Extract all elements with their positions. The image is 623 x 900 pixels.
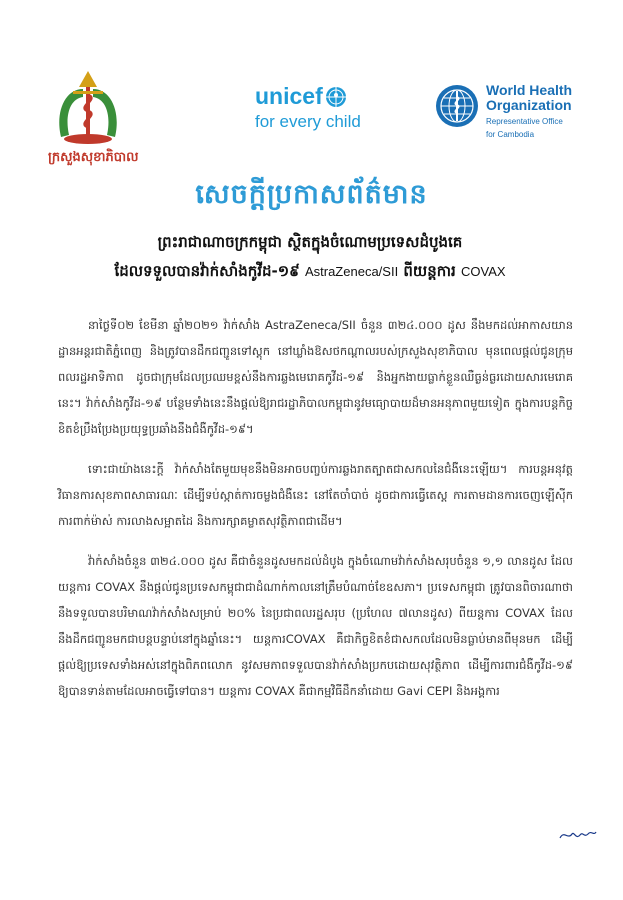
subtitle-line-2-part-c: ពីយន្តការ [398, 262, 461, 280]
subtitle-covax: COVAX [461, 264, 506, 279]
who-emblem-icon [434, 83, 480, 129]
subtitle-line-2-part-a: ដែលទទួលបានវ៉ាក់សាំងកូវីដ-១៩ [114, 262, 305, 280]
body-text [58, 312, 573, 718]
moh-logo [48, 67, 139, 168]
unicef-globe-icon [325, 86, 347, 108]
subtitle-line-2 [60, 262, 560, 284]
who-sub-line1: Representative Office [486, 117, 563, 126]
signature [558, 826, 598, 847]
document-title: សេចក្ដីប្រកាសព័ត៌មាន [195, 179, 428, 210]
moh-emblem-icon [53, 67, 123, 147]
header-logos [0, 55, 623, 175]
paragraph-2: ទោះជាយ៉ាងនេះក្តី វ៉ាក់សាំងតែមួយមុខនឹងមិនអាចបញ្ចប់ការឆ្លងរាតត្បាតជាសកលនៃជំងឺនេះឡើយ។ ការបន្តអនុវត្តវិធានការសុខភាពសាធារណៈ ដើម្បីទប់ស្កាត់ការចម្លងជំងឺនេះ នៅតែចាំបាច់ ដូចជាការធ្វើតេស្ត ការតាមដានការចេញឡើស៊ីក ការពាក់ម៉ាស់ ការលាងសម្អាតដៃ និងការក្សាគម្លាតសុវត្ថិភាពជាដើម។ [58, 462, 573, 528]
paragraph-3: វ៉ាក់សាំងចំនួន ៣២៤.០០០ ដូស គឺជាចំនួនដូសមកដល់ដំបូង ក្នុងចំណោមវ៉ាក់សាំងសរុបចំនួន ១,១ លានដូស ដែលយន្តការ COVAX នឹងផ្តល់ជូនប្រទេសកម្ពុជាជាដំណាក់កាលនៅត្រឹមបំណាច់ខែឧសភា។ ប្រទេសកម្ពុជា ត្រូវបានពិចារណាថានឹងទទួលបានបរិមាណវ៉ាក់សាំងសម្រាប់ ២០% នៃប្រជាពលរដ្ឋសរុប (ប្រហែល ៧លានដូស) ពីយន្តការ COVAX ដែលនឹងដឹកជញ្ជូនមកជាបន្តបន្ទាប់នៅក្នុងឆ្នាំនេះ។ យន្តការCOVAX គឺជាកិច្ចខិតខំជាសកលដែលមិនធ្លាប់មានពីមុនមក ដើម្បីផ្តល់ឱ្យប្រទេសទាំងអស់នៅក្នុងពិភពលោក នូវសមភាពទទួលបានវ៉ាក់សាំងប្រកបដោយសុវត្ថិភាព ដើម្បីការពារជំងឺកូវីដ-១៩ ឱ្យបានទាន់តាមដែលអាចធ្វើទៅបាន។ យន្តការ COVAX គឺជាកម្មវិធីដឹកនាំដោយ Gavi CEPI និងអង្គការ [58, 554, 573, 698]
handwritten-signature-icon [558, 826, 598, 844]
who-logo [434, 83, 572, 139]
subtitle-vaccine-name: AstraZeneca/SII [304, 264, 399, 279]
unicef-tagline: for every child [255, 112, 361, 131]
who-sub-line2: for Cambodia [486, 130, 535, 139]
paragraph-1: នាថ្ងៃទី០២ ខែមីនា ឆ្នាំ២០២១ វ៉ាក់សាំង AstraZeneca/SII ចំនួន ៣២៤.០០០ ដូស នឹងមកដល់អាកាសយានដ្ឋានអន្តរជាតិភ្នំពេញ និងត្រូវបានដឹកជញ្ជូនទៅស្តុក នៅឃ្លាំងឱសថកណ្តាលរបស់ក្រសួងសុខាភិបាល មុនពេលផ្តល់ជូនក្រុមពលរដ្ឋអាទិភាព ដូចជាក្រុមដែលប្រឈមខ្ពស់នឹងការឆ្លងមេរោគកូវីដ-១៩ និងអ្នកងាយធ្លាក់ខ្លួនឈឺធ្ងន់ធ្ងរដោយសារមេរោគនេះ។ វ៉ាក់សាំងកូវីដ-១៩ បន្ថែមទាំងនេះនឹងផ្តល់ឱ្យរាជរដ្ឋាភិបាលកម្ពុជានូវមធ្យោបាយដ៏មានអនុភាពមួយទៀត ក្នុងការបន្តកិច្ចខិតខំប្រឹងប្រែងប្រយុទ្ធប្រឆាំងនឹងជំងឺកូវីដ-១៩។ [58, 318, 573, 436]
unicef-name: unicef [255, 83, 323, 109]
who-name-line2: Organization [486, 97, 572, 113]
moh-name: ក្រសួងសុខាភិបាល [48, 150, 139, 165]
unicef-logo [255, 83, 361, 132]
subtitle-line-1: ព្រះរាជាណាចក្រកម្ពុជា ស្ថិតក្នុងចំណោមប្រទេសដំបូងគេ [157, 233, 463, 251]
who-name-line1: World Health [486, 82, 573, 98]
